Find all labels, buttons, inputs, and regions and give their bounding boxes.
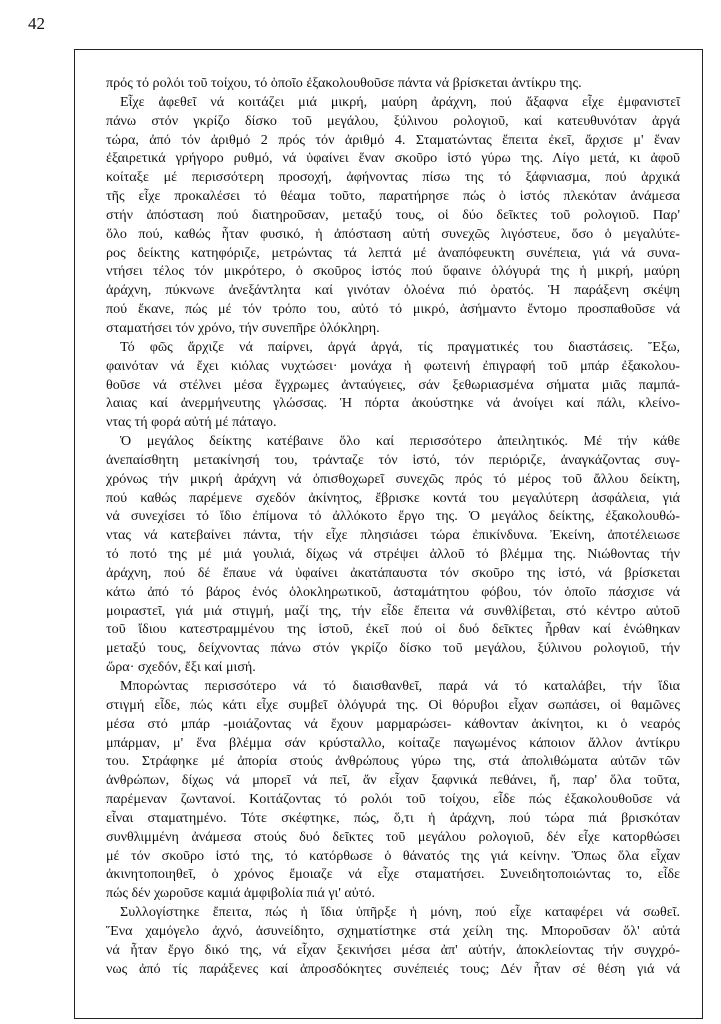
text-line: στιγμή εἶδε, πώς κάτι εἶχε συμβεῖ ὁλόγυρά της. Οἱ θόρυβοι εἶχαν σωπάσει, οἱ θαμῶνες xyxy=(106,696,680,713)
text-line: ἀνεπαίσθητη μετακίνησή του, τράνταζε τόν ἱστό, τόν περιόριζε, ἀναγκάζοντας συγ- xyxy=(106,451,680,468)
text-line: μεταξύ τους, δείχνοντας πάνω στόν γκρίζο δίσκο τοῦ μεγάλου, ξύλινου ρολογιοῦ, τήν xyxy=(106,640,680,657)
text-line: κάτω ἀπό τό βάρος ἑνός ὁλοκληρωτικοῦ, ἀσταμάτητου φόβου, τόν ὁποῖο πάσχισε νά xyxy=(106,583,680,600)
text-line: τοῦ ἴδιου κατεστραμμένου της ἱστοῦ, ἐκεῖ πού οἱ δυό δεῖκτες ἦρθαν καί ἑνώθηκαν xyxy=(106,621,680,638)
page-number: 42 xyxy=(28,14,45,33)
text-line: κοίταξε μέ περισσότερη προσοχή, ἀφήνοντας πίσω της τό ξάφνιασμα, πού ἀρχικά xyxy=(106,169,680,186)
text-line: μέσα στό μπάρ -μοιάζοντας νά ἔχουν μαρμαρώσει- κάθονταν ἀκίνητοι, κι ὁ νεαρός xyxy=(106,715,680,732)
text-line: Ὁ μεγάλος δείκτης κατέβαινε ὅλο καί περισσότερο ἀπειλητικός. Μέ τήν κάθε xyxy=(120,433,680,450)
text-line: ἀράχνη, πύκνωνε ἀνεξάντλητα καί γινόταν ὁλοένα πιό ὁρατός. Ἡ παράξενη σκέψη xyxy=(106,282,680,299)
text-line: ρος δείκτης κατηφόριζε, μετρώντας τά λεπτά μέ ἀναπόφευκτη συνέπεια, γιά νά συνα- xyxy=(106,244,680,261)
text-line: πρός τό ρολόι τοῦ τοίχου, τό ὁποῖο ἐξακολουθοῦσε πάντα νά βρίσκεται ἀντίκρυ της. xyxy=(106,75,582,91)
text-line: Συλλογίστηκε ἔπειτα, πώς ἡ ἴδια ὑπῆρξε ἡ μόνη, πού εἶχε καταφέρει νά σωθεῖ. xyxy=(120,904,680,921)
text-line: λαιας καί ἀνερμήνευτης γλώσσας. Ἡ πόρτα ἀκούστηκε νά ἀνοίγει καί πάλι, κλείνο- xyxy=(106,395,680,412)
text-line: ντήσει τέλος τόν μικρότερο, ὁ σκοῦρος ἱστός πού ὕφαινε ὁλόγυρά της ἡ μικρή, μαύρη xyxy=(106,263,680,280)
text-line: του. Στράφηκε μέ ἀπορία στούς ἀνθρώπους γύρω της, στά ἀπολιθώματα αὐτῶν τῶν xyxy=(106,753,680,770)
text-line: πού ἔκανε, πώς μέ τόν τρόπο του, αὐτό τό μικρό, ἀσήμαντο ἔντομο προσπαθοῦσε νά xyxy=(106,301,680,318)
text-line: νως ἀπό τίς παράξενες καί ἀπροσδόκητες συνέπειές τους; Δέν ἦταν σέ θέση γιά νά xyxy=(106,960,680,977)
text-line: πού καθώς παρέμενε σχεδόν ἀκίνητος, ἔβρισκε κοντά του μεγαλύτερη ἀσφάλεια, γιά xyxy=(106,489,680,506)
text-line: ἀνθρώπων, δίχως νά μπορεῖ νά πεῖ, ἄν εἶχαν ξαφνικά πεθάνει, ἤ, παρ' ὅλα τοῦτα, xyxy=(106,772,680,789)
text-line: στήν ἀπόσταση πού διατηροῦσαν, μεταξύ τους, οἱ δύο δεῖκτες τοῦ ρολογιοῦ. Παρ' xyxy=(106,206,680,223)
text-line: νά ἦταν ἔργο δικό της, νά εἶχαν ξεκινήσει μέσα ἀπ' αὐτήν, ἀποκλείοντας τήν συγχρό- xyxy=(106,941,680,958)
text-line: εἶναι σταματημένο. Τότε σκέφτηκε, πώς, ὅ,τι ἡ ἀράχνη, πού τώρα πιά βρισκόταν xyxy=(106,809,680,826)
text-line: τῆς εἶχε προκαλέσει τό θέαμα τοῦτο, παρατήρησε πώς ὁ ἱστός πλεκόταν ἀνάμεσα xyxy=(106,188,680,205)
body-text xyxy=(106,74,680,979)
text-line: μέ τόν σκοῦρο ἱστό της, τό κατόρθωσε ὁ θάνατός της γιά κείνην. Ὅπως ὅλα εἶχαν xyxy=(106,847,680,864)
text-line: θοῦσε νά στέλνει μέσα ἔγχρωμες ἀνταύγειες, σάν ξεθωριασμένα σήματα μιᾶς παμπά- xyxy=(106,376,680,393)
text-line: ντας τή φορά αὐτή μέ πάταγο. xyxy=(106,414,277,431)
text-line: Τό φῶς ἄρχιζε νά παίρνει, ἀργά ἀργά, τίς πραγματικές του διαστάσεις. Ἔξω, xyxy=(120,338,680,355)
text-line: ἀκινητοποιηθεῖ, ὁ χρόνος ἔμοιαζε νά εἶχε σταματήσει. Συνειδητοποιώντας το, εἶδε xyxy=(106,866,680,883)
text-line: μπάρμαν, μ' ἕνα βλέμμα σάν κρύσταλλο, κοίταζε παγωμένος κάποιον ἄλλον ἀντίκρυ xyxy=(106,734,680,751)
text-line: ὥρα· σχεδόν, ἔξι καί μισή. xyxy=(106,659,256,676)
text-line: μοιραστεῖ, γιά μιά στιγμή, μαζί της, τήν εἶδε ἔπειτα νά συνθλίβεται, στό κέντρο αὐτοῦ xyxy=(106,602,680,619)
text-line: τώρα, ἀπό τόν ἀριθμό 2 πρός τόν ἀριθμό 4. Σταματώντας ἔπειτα ἐκεῖ, ἄρχισε μ' ἕναν xyxy=(106,131,680,148)
text-line: ἐξαιρετικά γρήγορο ρυθμό, νά ὑφαίνει ἕναν σκοῦρο ἱστό γύρω της. Λίγο μετά, κι ἀφοῦ xyxy=(106,150,680,167)
text-line: πάνω στόν γκρίζο δίσκο τοῦ μεγάλου, ξύλινου ρολογιοῦ, καί κατευθυνόταν ἀργά xyxy=(106,112,680,129)
text-line: πώς δέν χωροῦσε καμιά ἀμφιβολία πιά γι' αὐτό. xyxy=(106,885,375,902)
text-line: συνθλιμμένη ἀνάμεσα στούς δυό δεῖκτες τοῦ μεγάλου ρολογιοῦ, δέν εἶχε κατορθώσει xyxy=(106,828,680,845)
text-line: ὅλο πού, καθώς ἦταν φυσικό, ἡ ἀπόσταση αὐτή συνεχῶς λιγόστευε, ὅσο ὁ μεγαλύτε- xyxy=(106,225,680,242)
text-line: Μπορώντας περισσότερο νά τό διαισθανθεῖ, παρά νά τό καταλάβει, τήν ἴδια xyxy=(120,678,680,694)
text-line: σταματήσει τόν χρόνο, τήν συνεπῆρε ὁλόκληρη. xyxy=(106,319,380,336)
text-line: νά συνεχίσει τό ἴδιο ἐπίμονα τό ἀλλόκοτο ἔργο της. Ὁ μεγάλος δείκτης, ἐξακολουθώ- xyxy=(106,508,680,525)
text-line: χρόνως τήν μικρή ἀράχνη νά ὀπισθοχωρεῖ συνεχῶς πρός τό μέρος τοῦ ἄλλου δείκτη, xyxy=(106,470,680,487)
text-line: Εἶχε ἀφεθεῖ νά κοιτάζει μιά μικρή, μαύρη ἀράχνη, πού ἄξαφνα εἶχε ἐμφανιστεῖ xyxy=(120,93,680,110)
text-line: τό ποτό της μέ μιά γουλιά, δίχως νά στρέψει ἀλλοῦ τό βλέμμα της. Νιώθοντας τήν xyxy=(106,546,680,563)
text-line: Ἕνα χαμόγελο ἀχνό, ἀσυνείδητο, σχηματίστηκε στά χείλη της. Μποροῦσαν ὅλ' αὐτά xyxy=(106,922,680,939)
text-line: φαινόταν νά ἔχει κιόλας νυχτώσει· μονάχα ἡ φωτεινή ἐπιγραφή τοῦ μπάρ ἐξακολου- xyxy=(106,357,680,374)
text-line: ἀράχνη, πού δέ ἔπαυε νά ὑφαίνει ἀκατάπαυστα τόν σκοῦρο της ἱστό, νά βρίσκεται xyxy=(106,564,680,581)
text-line: παρέμεναν ζωντανοί. Κοιτάζοντας τό ρολόι τοῦ τοίχου, εἶδε πώς ἐξακολουθοῦσε νά xyxy=(106,791,680,808)
text-line: ντας νά κατεβαίνει πάντα, τήν εἶχε πλησιάσει τώρα ἐπικίνδυνα. Ἐκείνη, ἀποτέλειωσε xyxy=(106,527,680,544)
